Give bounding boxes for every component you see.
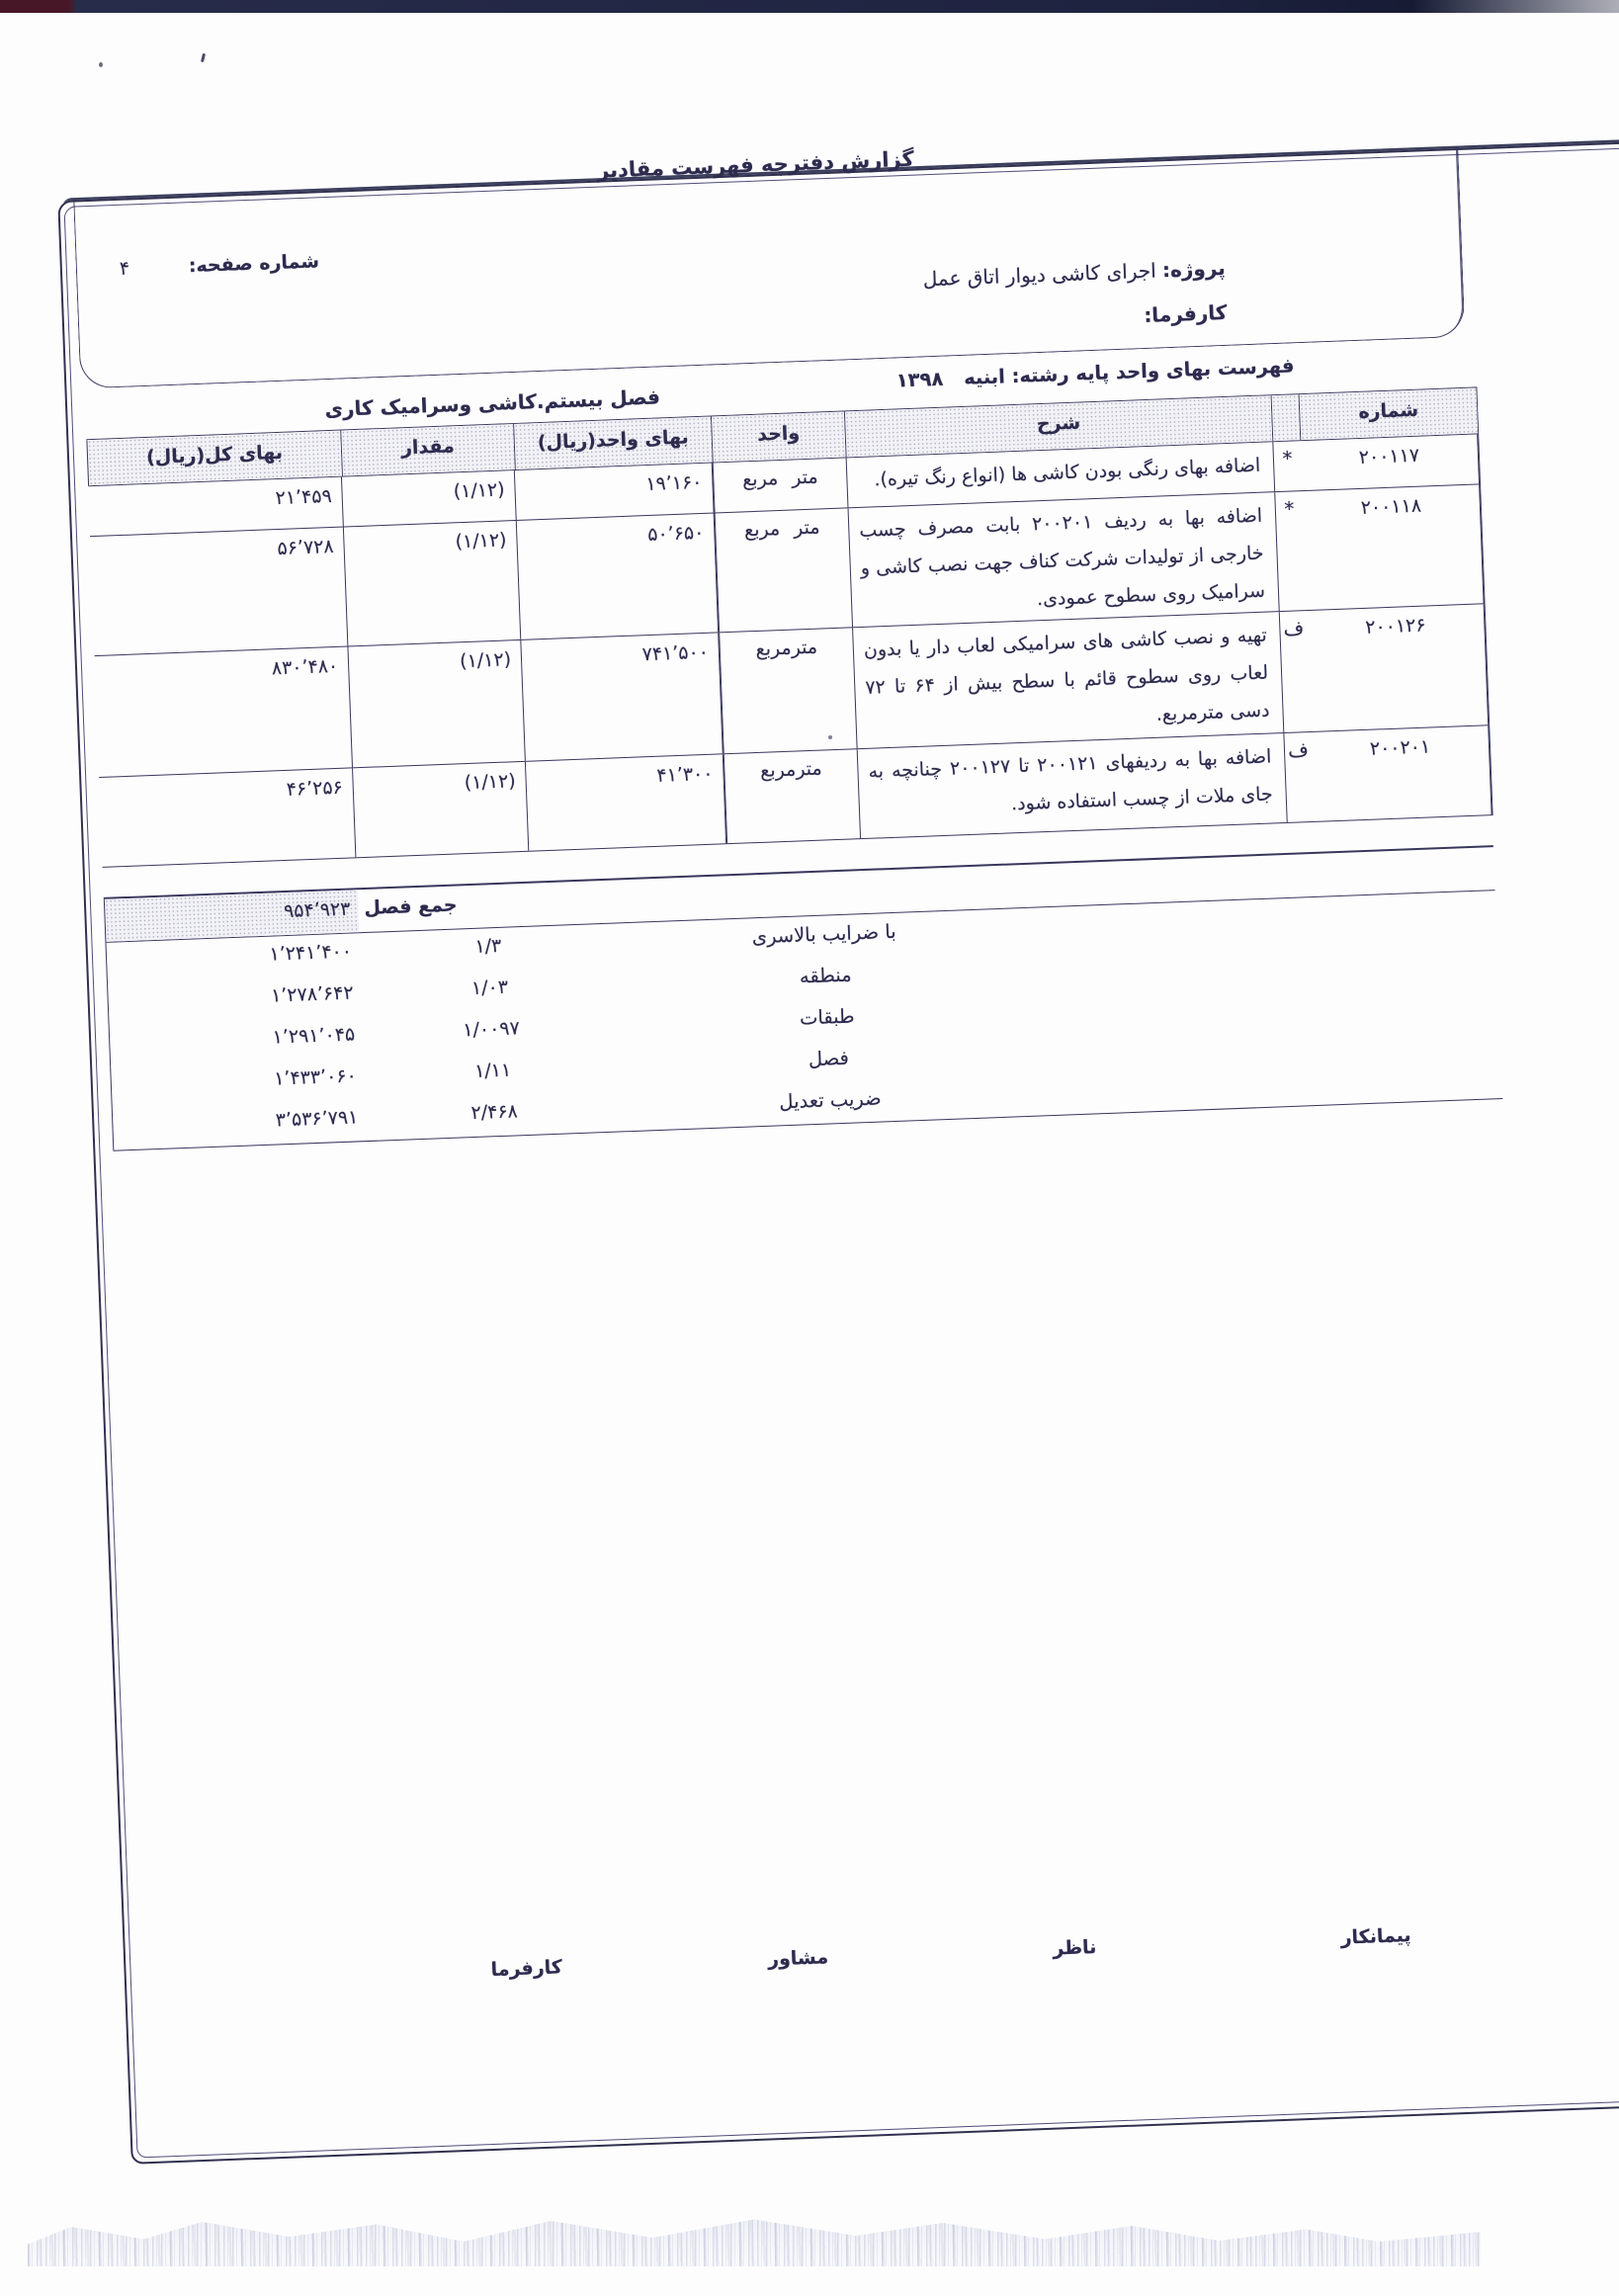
chapter-title: فصل بیستم.کاشی وسرامیک کاری xyxy=(324,384,661,422)
signature-employer: کارفرما xyxy=(490,1956,563,1981)
coef-value: ۱’۲۹۱’۰۴۵ xyxy=(109,1016,364,1067)
cell-unit-price: ۴۱’۳۰۰ xyxy=(526,754,726,850)
cell-mark: ف xyxy=(1283,732,1314,822)
document-frame xyxy=(57,140,1619,2165)
cell-total-price: ۲۱’۴۵۹ xyxy=(88,477,344,537)
col-header-total-price: بهای کل(ریال) xyxy=(86,431,342,486)
cell-unit: متر مربع xyxy=(715,508,852,632)
coef-value: ۱’۲۷۸’۶۴۲ xyxy=(107,975,362,1026)
signature-consultant: مشاور xyxy=(767,1946,829,1971)
document-title: گزارش دفترچه فهرست مقادیر xyxy=(596,146,915,183)
col-header-quantity: مقدار xyxy=(340,424,515,476)
coef-factor: ۱/۱۱ xyxy=(473,1059,512,1082)
cell-unit: مترمربع xyxy=(719,628,856,753)
coef-label: ضریب تعدیل xyxy=(778,1086,883,1114)
coef-label: طبقات xyxy=(799,1004,856,1030)
scan-speck xyxy=(201,53,206,62)
page-number-value: ۴ xyxy=(119,257,130,280)
coef-factor: ۱/۰۳ xyxy=(470,976,509,1000)
cell-unit-price: ۵۰’۶۵۰ xyxy=(517,513,719,638)
page-number-label: شماره صفحه: xyxy=(188,250,320,278)
coef-value: ۱’۲۴۱’۴۰۰ xyxy=(105,933,360,984)
signature-supervisor: ناظر xyxy=(1052,1935,1097,1960)
scan-edge-band xyxy=(0,0,1619,13)
price-list-line xyxy=(837,354,1295,393)
cell-row-no: ۲۰۰۲۰۱ xyxy=(1311,725,1491,821)
chapter-sum-label: جمع فصل xyxy=(363,893,458,920)
cell-total-price: ۸۳۰’۴۸۰ xyxy=(95,646,353,777)
cell-unit-price: ۱۹’۱۶۰ xyxy=(515,463,715,519)
coef-factor: ۲/۴۶۸ xyxy=(470,1100,519,1125)
coef-value: ۳’۵۳۶’۷۹۱ xyxy=(112,1099,367,1150)
cell-row-no: ۲۰۰۱۱۷ xyxy=(1300,434,1480,490)
col-header-row-no: شماره xyxy=(1299,387,1479,440)
signatures-row xyxy=(127,1918,1560,2011)
cell-quantity: (۱/۱۲) xyxy=(344,521,521,645)
cell-quantity: (۱/۱۲) xyxy=(353,762,529,858)
col-header-unit-price: بهای واحد(ریال) xyxy=(513,417,713,469)
cell-quantity: (۱/۱۲) xyxy=(348,640,525,767)
cell-mark: ف xyxy=(1279,611,1312,732)
cell-description: تهیه و نصب کاشی های سرامیکی لعاب دار یا بدون لعاب روی سطوح قائم با سطح بیش از ۶۴ تا ۷۲ دسی مترمربع. xyxy=(852,612,1283,748)
coef-label: فصل xyxy=(808,1046,850,1071)
cell-total-price: ۵۶’۷۲۸ xyxy=(90,528,348,656)
project-label: پروژه: xyxy=(1161,255,1227,283)
coef-value: ۱’۴۳۳’۰۶۰ xyxy=(110,1058,365,1109)
unit-price-table xyxy=(86,386,1492,868)
cell-row-no: ۲۰۰۱۲۶ xyxy=(1307,604,1489,731)
col-header-unit: واحد xyxy=(711,411,846,462)
employer-label: کارفرما: xyxy=(1143,299,1228,328)
cell-unit-price: ۷۴۱’۵۰۰ xyxy=(521,633,723,760)
cell-total-price: ۴۶’۲۵۶ xyxy=(99,768,356,867)
cell-unit: متر مربع xyxy=(713,458,848,512)
col-header-mark xyxy=(1271,394,1301,441)
signature-contractor: پیمانکار xyxy=(1340,1924,1412,1949)
cell-description: اضافه بها به ردیف ۲۰۰۲۰۱ بابت مصرف چسب خارجی از تولیدات شرکت کناف جهت نصب کاشی و سرامیک روی سطوح عمودی. xyxy=(848,492,1279,627)
price-list-year: ۱۳۹۸ xyxy=(895,367,944,392)
coef-factor: ۱/۳ xyxy=(474,934,502,958)
project-value: اجرای کاشی دیوار اتاق عمل xyxy=(922,258,1157,292)
cell-mark: * xyxy=(1274,491,1306,611)
coef-label: منطقه xyxy=(799,963,852,988)
coef-label: با ضرایب بالاسری xyxy=(751,919,897,949)
cell-description: اضافه بهای رنگی بودن کاشی ها (انواع رنگ تیره). xyxy=(846,442,1275,507)
coef-factor: ۱/۰۰۹۷ xyxy=(462,1017,521,1042)
cell-row-no: ۲۰۰۱۱۸ xyxy=(1302,484,1484,610)
cell-mark: * xyxy=(1272,441,1302,491)
scan-speck xyxy=(99,62,103,67)
cell-description: اضافه بها به ردیفهای ۲۰۰۱۲۱ تا ۲۰۰۱۲۷ چنانچه به جای ملات از چسب استفاده شود. xyxy=(857,733,1287,838)
col-header-description: شرح xyxy=(844,395,1272,457)
scan-noise-band xyxy=(28,2217,1481,2266)
cell-unit: مترمربع xyxy=(724,749,860,843)
cell-quantity: (۱/۱۲) xyxy=(342,470,517,527)
chapter-sum-value: ۹۵۴’۹۲۳ xyxy=(104,890,359,942)
price-list-text: فهرست بهای واحد پایه رشته: ابنیه xyxy=(963,354,1295,389)
